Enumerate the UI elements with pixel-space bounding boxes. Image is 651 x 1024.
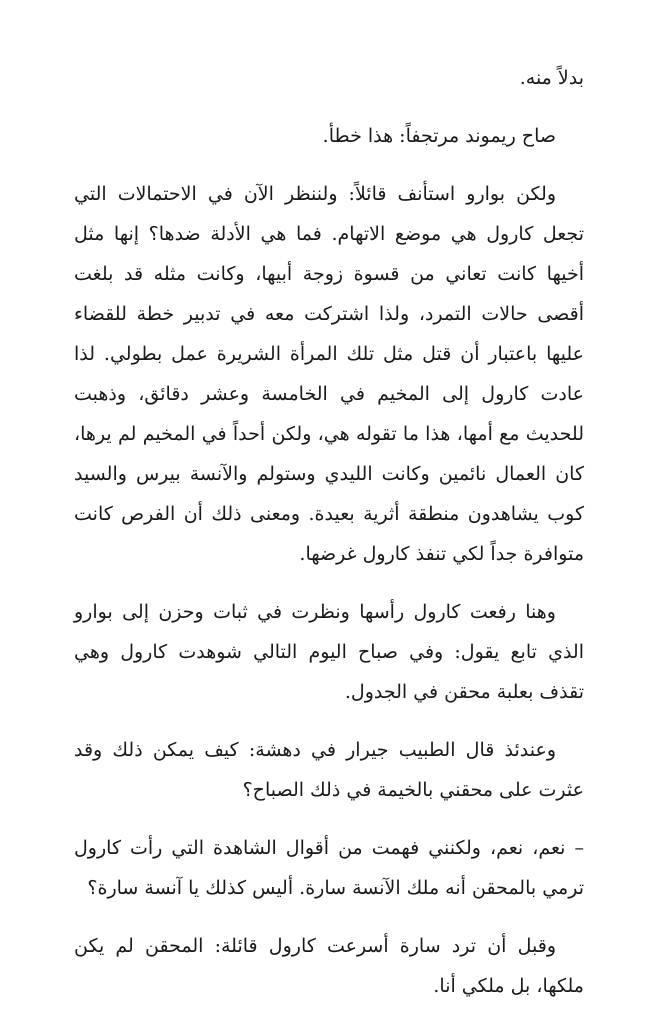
- paragraph-6: – نعم، نعم، ولكنني فهمت من أقوال الشاهدة التي رأت كارول ترمي بالمحقن أنه ملك الآنسة سارة. أليس كذلك يا آنسة سارة؟: [74, 837, 584, 899]
- paragraph-4: وهنا رفعت كارول رأسها ونظرت في ثبات وحزن إلى بوارو الذي تابع يقول: وفي صباح اليوم التالي شوهدت كارول وهي تقذف بعلبة محقن في الجدول.: [74, 601, 584, 703]
- paragraph-3: ولكن بوارو استأنف قائلاً: ولننظر الآن في الاحتمالات التي تجعل كارول هي موضع الاتهام. فما هي الأدلة ضدها؟ إنها مثل أخيها كانت تعاني من قسوة زوجة أبيها، وكانت مثله قد بلغت أقصى حالات التمرد، ولذا اشتركت معه في تدبير خطة للقضاء عليها باعتبار أن قتل مثل تلك المرأة الشريرة عمل بطولي. لذا عادت كارول إلى المخيم في الخامسة وعشر دقائق، وذهبت للحديث مع أمها، هذا ما تقوله هي، ولكن أحداً في المخيم لم يرها، كان العمال نائمين وكانت الليدي وستولم والآنسة بيرس والسيد كوب يشاهدون منطقة أثرية بعيدة. ومعنى ذلك أن الفرص كانت متوافرة جداً لكي تنفذ كارول غرضها.: [74, 183, 584, 565]
- paragraph-7: وقبل أن ترد سارة أسرعت كارول قائلة: المحقن لم يكن ملكها، بل ملكي أنا.: [74, 935, 584, 997]
- book-page: [74, 58, 584, 1024]
- paragraph-2: صاح ريموند مرتجفاً: هذا خطأ.: [322, 125, 556, 147]
- paragraph-5: وعندئذ قال الطبيب جيرار في دهشة: كيف يمكن ذلك وقد عثرت على محقني بالخيمة في ذلك الصباح؟: [74, 739, 584, 801]
- paragraph-1: بدلاً منه.: [519, 67, 584, 89]
